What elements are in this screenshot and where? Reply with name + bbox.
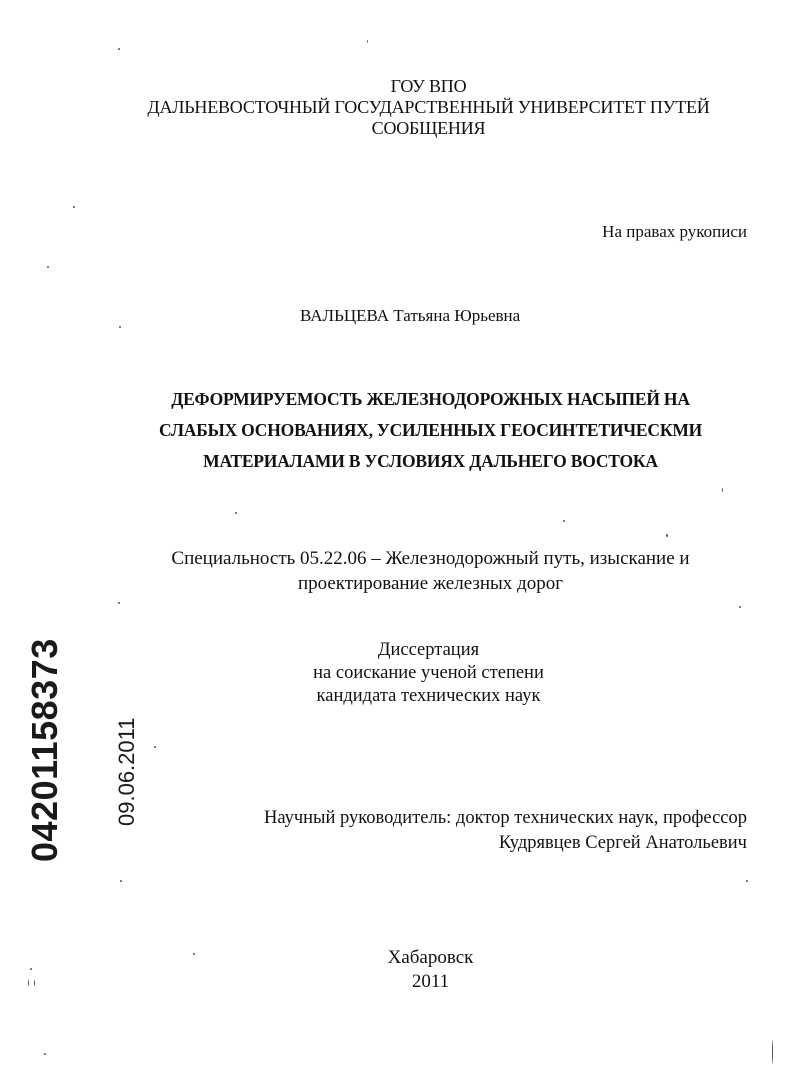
scan-speck — [30, 968, 32, 970]
dissertation-title — [32, 384, 797, 477]
degree-line: Диссертация — [377, 640, 480, 660]
place-and-year — [32, 946, 797, 994]
organization-header — [30, 76, 797, 139]
scan-speck — [746, 880, 748, 882]
scan-speck — [367, 40, 368, 43]
title-line: СЛАБЫХ ОСНОВАНИЯХ, УСИЛЕННЫХ ГЕОСИНТЕТИЧЕСКМИ — [158, 420, 703, 440]
scan-speck — [722, 488, 723, 492]
scan-speck — [154, 746, 156, 748]
scan-speck — [44, 1053, 46, 1055]
city: Хабаровск — [387, 947, 474, 968]
supervisor-name: Кудрявцев Сергей Анатольевич — [498, 833, 747, 853]
specialty — [32, 546, 797, 596]
scan-speck — [772, 1040, 773, 1064]
scan-speck — [118, 602, 120, 604]
author-name: ВАЛЬЦЕВА Татьяна Юрьевна — [300, 306, 521, 325]
org-type: ГОУ ВПО — [390, 76, 467, 96]
title-line: ДЕФОРМИРУЕМОСТЬ ЖЕЛЕЗНОДОРОЖНЫХ НАСЫПЕЙ НА — [171, 389, 690, 409]
stamp-date: 09.06.2011 — [114, 717, 139, 826]
scan-speck — [120, 880, 122, 882]
scan-speck — [118, 48, 120, 50]
scan-speck — [235, 512, 237, 514]
university-name-cont: СООБЩЕНИЯ — [371, 118, 486, 138]
scan-speck — [193, 953, 195, 955]
university-name: ДАЛЬНЕВОСТОЧНЫЙ ГОСУДАРСТВЕННЫЙ УНИВЕРСИТЕТ ПУТЕЙ — [147, 97, 710, 117]
scan-speck — [47, 266, 49, 268]
specialty-line: Специальность 05.22.06 – Железнодорожный путь, изыскание и — [171, 548, 690, 569]
degree-statement — [30, 639, 797, 708]
scan-speck — [119, 326, 121, 328]
stamp-code: 04201158373 — [24, 638, 65, 862]
scan-speck — [563, 520, 565, 522]
manuscript-note: На правах рукописи — [602, 222, 747, 241]
scan-speck — [73, 206, 75, 208]
supervisor-title: Научный руководитель: доктор технических наук, профессор — [263, 808, 747, 828]
scan-speck — [739, 606, 741, 608]
title-line: МАТЕРИАЛАМИ В УСЛОВИЯХ ДАЛЬНЕГО ВОСТОКА — [203, 451, 658, 471]
scientific-supervisor — [264, 806, 747, 856]
degree-line: на соискание ученой степени — [313, 663, 544, 683]
year: 2011 — [411, 971, 450, 992]
degree-line: кандидата технических наук — [316, 686, 541, 706]
scan-speck — [28, 980, 29, 986]
scan-speck — [666, 534, 668, 537]
specialty-line: проектирование железных дорог — [297, 573, 564, 594]
scan-speck — [34, 980, 35, 986]
